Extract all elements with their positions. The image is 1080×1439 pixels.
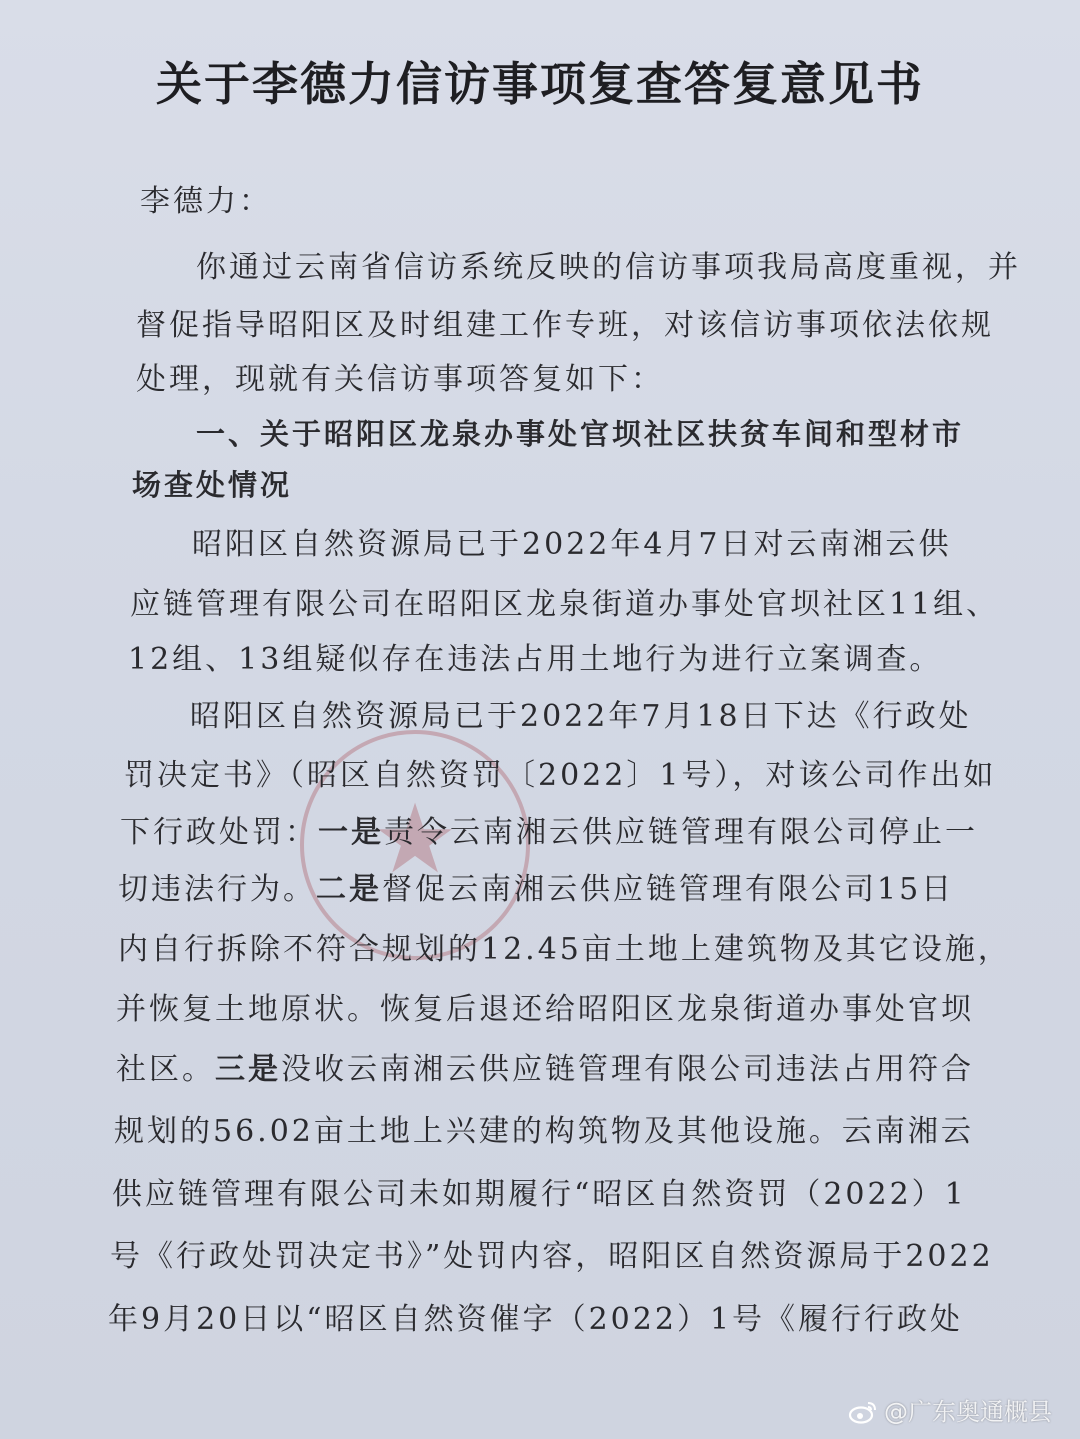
para2-line-6: 并恢复土地原状。恢复后退还给昭阳区龙泉街道办事处官坝 (116, 992, 974, 1027)
para2-line-9: 供应链管理有限公司未如期履行“昭区自然资罚（2022）1 (112, 1177, 967, 1212)
section-1-heading-line-1: 一、关于昭阳区龙泉办事处官坝社区扶贫车间和型材市 (196, 417, 965, 451)
para2-line-2: 罚决定书》（昭区自然资罚〔2022〕1号），对该公司作出如 (124, 758, 997, 793)
seal-star-icon: ★ (371, 783, 459, 895)
watermark-text: @广东奥通概县 (884, 1398, 1052, 1426)
para1-line-1: 昭阳区自然资源局已于2022年4月7日对云南湘云供 (192, 527, 952, 562)
para2-text: 责令云南湘云供应链管理有限公司停止一 (384, 815, 978, 850)
weibo-watermark (848, 1392, 1052, 1427)
para2-text: 督促云南湘云供应链管理有限公司15日 (382, 872, 955, 907)
intro-line-1: 你通过云南省信访系统反映的信访事项我局高度重视，并 (196, 250, 1021, 285)
para2-line-3 (120, 813, 978, 853)
salutation: 李德力： (140, 184, 272, 219)
intro-line-3: 处理，现就有关信访事项答复如下： (136, 362, 664, 397)
para2-text: 社区。 (116, 1052, 215, 1087)
para2-line-11: 年9月20日以“昭区自然资催字（2022）1号《履行行政处 (108, 1302, 964, 1337)
item-1-marker: 一是 (318, 815, 384, 850)
para2-line-1: 昭阳区自然资源局已于2022年7月18日下达《行政处 (190, 699, 972, 734)
intro-line-2: 督促指导昭阳区及时组建工作专班，对该信访事项依法依规 (136, 308, 994, 343)
para2-line-7 (116, 1050, 974, 1090)
para2-text: 没收云南湘云供应链管理有限公司违法占用符合 (281, 1052, 974, 1087)
para2-line-4 (118, 870, 954, 910)
item-2-marker: 二是 (316, 872, 382, 907)
para2-text: 切违法行为。 (118, 872, 316, 907)
para1-line-2: 应链管理有限公司在昭阳区龙泉街道办事处官坝社区11组、 (130, 587, 1000, 622)
item-3-marker: 三是 (215, 1052, 281, 1087)
para1-line-3: 12组、13组疑似存在违法占用土地行为进行立案调查。 (128, 642, 943, 677)
para2-text: 下行政处罚： (120, 815, 318, 850)
para2-line-10: 号《行政处罚决定书》”处罚内容，昭阳区自然资源局于2022 (110, 1239, 994, 1274)
weibo-icon (848, 1400, 878, 1424)
document-title: 关于李德力信访事项复查答复意见书 (156, 57, 924, 111)
para2-line-5: 内自行拆除不符合规划的12.45亩土地上建筑物及其它设施， (118, 932, 1011, 967)
para2-line-8: 规划的56.02亩土地上兴建的构筑物及其他设施。云南湘云 (114, 1114, 974, 1149)
section-1-heading-line-2: 场查处情况 (132, 468, 293, 502)
